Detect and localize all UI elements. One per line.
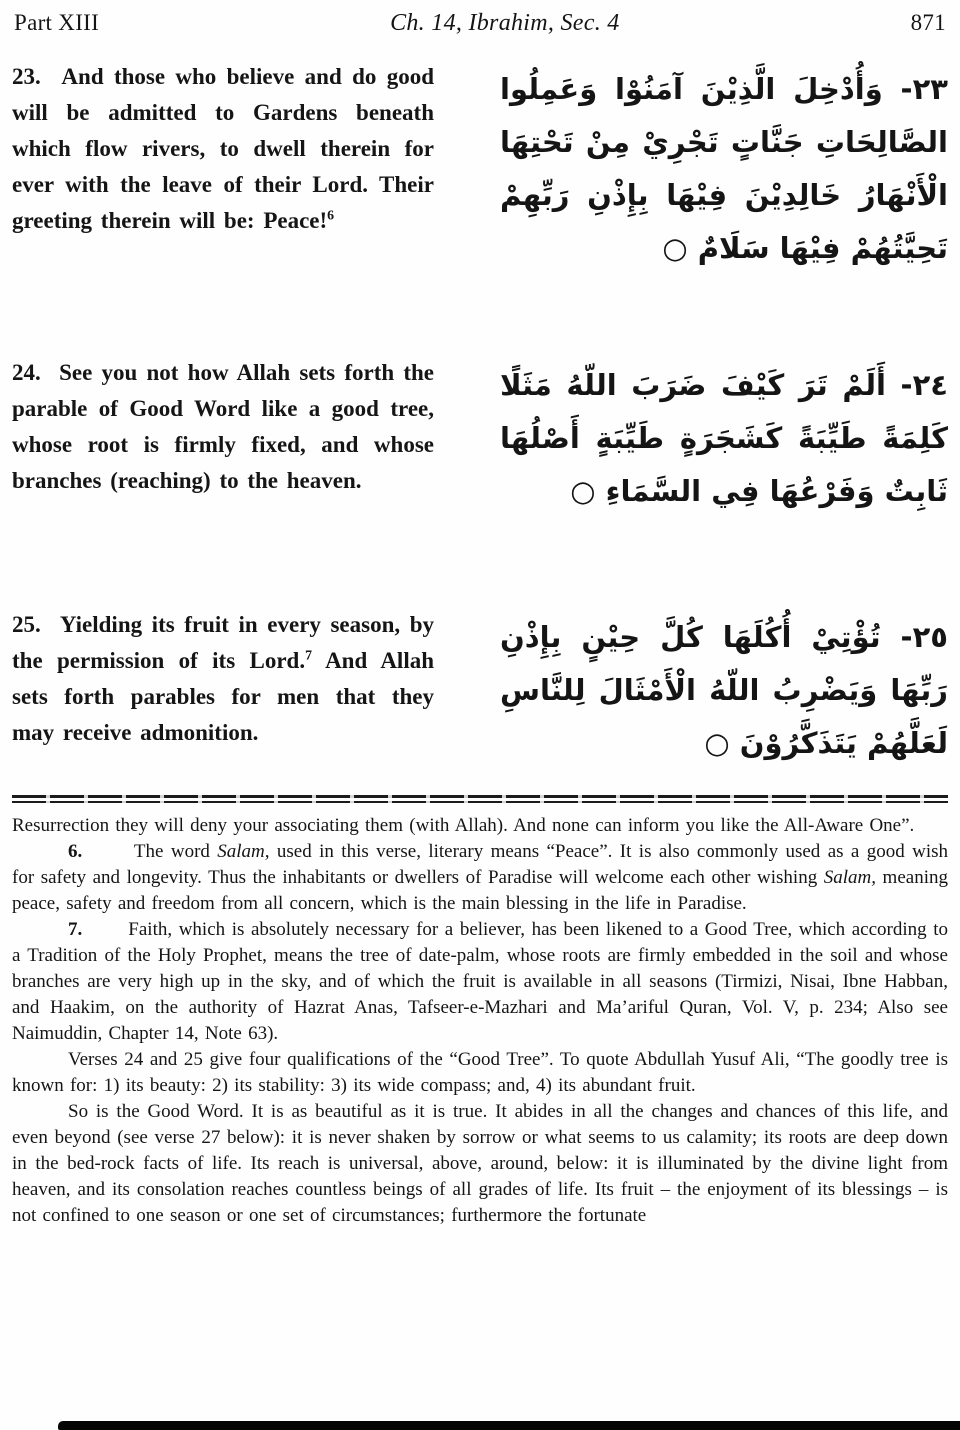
- footnote-7-text: 7. Faith, which is absolutely necessary for a believer, has been likened to a Good Tree, which according to a Tradition of the Holy Prophet, means the tree of date-palm, whose roots are firmly embedded in the soil and whose branches are very high up in the sky, and of which the fruit is available in all seasons (Tirmizi, Nisai, Ibne Habban, and Haakim, on the authority of Hazrat Anas, Tafseer-e-Mazhari and Ma’ariful Quran, Vol. V, p. 234; Also see Naimuddin, Chapter 14, Note 63).: [12, 919, 948, 1044]
- divider-line-bottom: [12, 801, 948, 804]
- chapter-title: Ch. 14, Ibrahim, Sec. 4: [390, 10, 620, 36]
- verse-24-arabic: ٢٤- أَلَمْ تَرَ كَيْفَ ضَرَبَ اللّهُ مَثَلًا كَلِمَةً طَيِّبَةً كَشَجَرَةٍ طَيِّبَةٍ أَصْلُهَا ثَابِتٌ وَفَرْعُهَا فِي السَّمَاءِ ○: [500, 368, 948, 508]
- page-header: [12, 8, 948, 49]
- verse-25-english: 25. Yielding its fruit in every season, by the permission of its Lord.$^7$ And Allah sets forth parables for men that they may receive admonition.: [12, 612, 435, 745]
- commentary-verses-24-25-text: Verses 24 and 25 give four qualifications of the “Good Tree”. To quote Abdullah Yusuf Ali, “The goodly tree is known for: 1) its beauty: 2) its stability: 3) its wide compass; and, 4) its abundant fruit.: [12, 1049, 948, 1096]
- verse-24-row: [12, 355, 948, 607]
- footnote-continuation-text: Resurrection they will deny your associating them (with Allah). And none can inform you like the All-Aware One”.: [12, 815, 915, 836]
- verse-23-arabic: ٢٣- وَأُدْخِلَ الَّذِيْنَ آمَنُوْا وَعَمِلُوا الصَّالِحَاتِ جَنَّاتٍ تَجْرِيْ مِنْ تَحْتِهَا الْأَنْهَارُ خَالِدِيْنَ فِيْهَا بِإِذْنِ رَبِّهِمْ تَحِيَّتُهُمْ فِيْهَا سَلَامٌ ○: [500, 72, 948, 265]
- verse-23-english: 23. And those who believe and do good will be admitted to Gardens beneath which flow rivers, to dwell therein for ever with the leave of their Lord. Their greeting therein will be: Peace!$^6$: [12, 64, 434, 233]
- section-divider: [12, 795, 948, 803]
- footnote-6-text: 6. The word Salam, used in this verse, literary means “Peace”. It is also commonly used as a good wish for safety and longevity. Thus the inhabitants or dwellers of Paradise will welcome each other wishing Salam, meaning peace, safety and freedom from all concern, which is the main blessing in the life in Paradise.: [12, 841, 948, 914]
- verse-25-row: [12, 607, 948, 789]
- verse-24-english: 24. See you not how Allah sets forth the parable of Good Word like a good tree, whose root is firmly fixed, and whose branches (reaching) to the heaven.: [12, 360, 434, 493]
- verse-23-row: [12, 59, 948, 355]
- commentary-good-word-text: So is the Good Word. It is as beautiful as it is true. It abides in all the changes and chances of this life, and even beyond (see verse 27 below): it is never shaken by sorrow or what seems to us calamity; its roots are deep down in the bed-rock facts of life. Its reach is universal, above, around, below: it is illuminated by the divine light from heaven, and its consolation reaches countless beings of all grades of life. Its fruit – the enjoyment of its blessings – is not confined to one season or one set of circumstances; furthermore the fortunate: [12, 1101, 948, 1226]
- verse-section: [12, 59, 948, 789]
- verse-25-arabic: ٢٥- تُؤْتِيْ أُكُلَهَا كُلَّ حِيْنٍ بِإِذْنِ رَبِّهَا وَيَضْرِبُ اللّهُ الْأَمْثَالَ لِلنَّاسِ لَعَلَّهُمْ يَتَذَكَّرُوْنَ ○: [500, 620, 948, 760]
- divider-line-top: [12, 795, 948, 798]
- page-number: 871: [910, 10, 946, 35]
- part-label: Part XIII: [14, 10, 100, 35]
- scan-artifact-bar: [58, 1421, 960, 1430]
- footnotes-section: [12, 813, 948, 1229]
